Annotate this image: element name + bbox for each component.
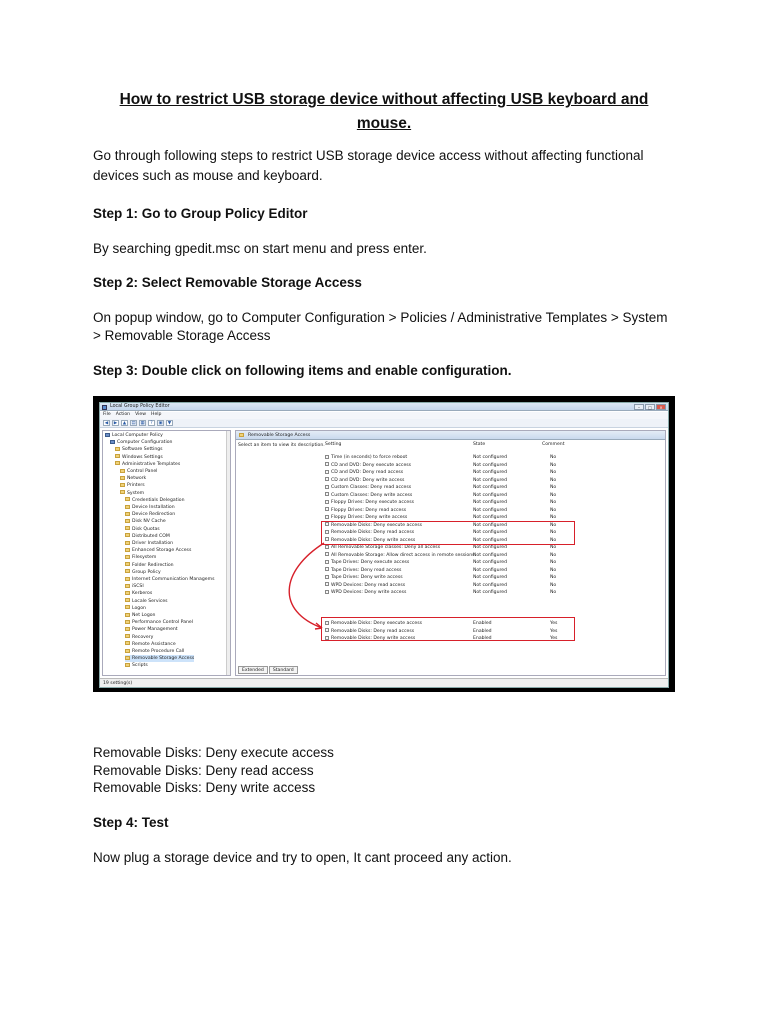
tree-item[interactable] bbox=[125, 504, 175, 511]
panel-title: Removable Storage Access bbox=[248, 433, 311, 438]
setting-comment: No bbox=[550, 522, 557, 528]
setting-name: Removable Disks: Deny write access bbox=[331, 537, 416, 543]
step-4-text: Now plug a storage device and try to open, It cant proceed any action. bbox=[93, 850, 512, 865]
folder-icon bbox=[125, 526, 130, 530]
tree-item-label: Enhanced Storage Access bbox=[132, 548, 192, 554]
tree-item[interactable] bbox=[125, 626, 178, 633]
folder-icon bbox=[125, 569, 130, 573]
tree-item[interactable] bbox=[125, 605, 146, 612]
minimize-button[interactable]: – bbox=[634, 404, 644, 410]
setting-state: Not configured bbox=[473, 537, 508, 543]
setting-comment: No bbox=[550, 530, 557, 535]
tree-item[interactable] bbox=[115, 454, 163, 461]
tree-item-label: Disk Quotas bbox=[132, 526, 160, 532]
tree-item[interactable] bbox=[120, 475, 146, 482]
folder-icon bbox=[125, 620, 130, 624]
setting-comment: No bbox=[550, 500, 557, 505]
setting-comment: No bbox=[550, 537, 557, 543]
folder-icon bbox=[115, 447, 120, 451]
setting-comment: No bbox=[550, 560, 557, 565]
tree-scrollbar[interactable] bbox=[226, 431, 230, 675]
tree-item-label: Folder Redirection bbox=[132, 562, 174, 568]
setting-state: Not configured bbox=[473, 545, 508, 550]
tree-item-label: System bbox=[127, 490, 145, 496]
view-tabs bbox=[238, 666, 298, 674]
setting-name: CD and DVD: Deny write access bbox=[331, 477, 405, 483]
tree-item-label: Filesystem bbox=[132, 555, 157, 561]
menu-view[interactable]: View bbox=[135, 412, 146, 417]
item-3: Removable Disks: Deny write access bbox=[93, 780, 316, 795]
tree-item-label: Distributed COM bbox=[132, 533, 170, 539]
toolbar bbox=[100, 419, 668, 428]
tree-item[interactable] bbox=[125, 619, 193, 626]
tree-item[interactable] bbox=[105, 432, 163, 439]
setting-name: Tape Drives: Deny execute access bbox=[331, 560, 410, 565]
setting-name: Tape Drives: Deny write access bbox=[331, 575, 403, 580]
setting-state: Not configured bbox=[473, 590, 508, 595]
setting-name: Removable Disks: Deny execute access bbox=[331, 522, 422, 528]
tree-item-label: Network bbox=[127, 476, 147, 482]
tree-item[interactable] bbox=[125, 590, 152, 597]
setting-name: All Removable Storage: Allow direct access in remote sessions bbox=[331, 552, 475, 558]
setting-name: Time (in seconds) to force reboot bbox=[331, 455, 408, 460]
folder-icon bbox=[120, 483, 125, 487]
tree-item[interactable] bbox=[125, 497, 185, 504]
item-2: Removable Disks: Deny read access bbox=[93, 763, 314, 778]
filter-icon[interactable]: ▼ bbox=[167, 421, 172, 426]
tab-standard[interactable]: Standard bbox=[269, 666, 298, 674]
tree-item[interactable] bbox=[125, 634, 153, 641]
folder-icon bbox=[125, 577, 130, 581]
setting-state: Not configured bbox=[473, 507, 508, 513]
policy-tree bbox=[102, 430, 231, 676]
folder-icon bbox=[125, 627, 130, 631]
folder-icon bbox=[125, 584, 130, 588]
folder-icon bbox=[120, 490, 125, 494]
folder-icon bbox=[120, 469, 125, 473]
menu-bar bbox=[100, 412, 668, 419]
setting-comment: No bbox=[550, 575, 557, 580]
setting-name: Removable Disks: Deny read access bbox=[331, 628, 415, 634]
folder-icon bbox=[125, 519, 130, 523]
setting-name: Floppy Drives: Deny execute access bbox=[331, 500, 414, 505]
tree-item[interactable] bbox=[120, 482, 145, 489]
folder-icon bbox=[125, 663, 130, 667]
tree-item-label: Logon bbox=[132, 605, 146, 611]
setting-comment: No bbox=[550, 545, 557, 550]
setting-comment: No bbox=[550, 470, 557, 475]
step-1-heading: Step 1: Go to Group Policy Editor bbox=[93, 206, 308, 221]
setting-state: Not configured bbox=[473, 552, 508, 558]
tree-item[interactable] bbox=[125, 655, 194, 662]
folder-icon bbox=[125, 613, 130, 617]
tree-item-label: Computer Configuration bbox=[117, 440, 173, 446]
setting-comment: No bbox=[550, 455, 557, 460]
step-4-heading: Step 4: Test bbox=[93, 815, 169, 830]
folder-icon bbox=[115, 461, 120, 465]
tree-item-label: Driver Installation bbox=[132, 541, 174, 546]
folder-icon bbox=[125, 533, 130, 537]
tree-item-label: Scripts bbox=[132, 663, 148, 669]
setting-state: Not configured bbox=[473, 567, 508, 573]
close-button[interactable]: × bbox=[656, 404, 666, 410]
setting-comment: No bbox=[550, 507, 557, 513]
tab-extended[interactable]: Extended bbox=[238, 666, 268, 674]
tree-item[interactable] bbox=[125, 562, 174, 569]
setting-state: Enabled bbox=[473, 621, 492, 626]
setting-state: Not configured bbox=[473, 492, 508, 498]
step-2-text: On popup window, go to Computer Configuration > Policies / Administrative Templates > System > Removable Storage Access bbox=[93, 310, 668, 343]
forward-arrow-icon[interactable]: ▶ bbox=[113, 421, 118, 426]
help-icon[interactable]: ? bbox=[148, 420, 155, 426]
setting-state: Not configured bbox=[473, 470, 508, 475]
intro-paragraph: Go through following steps to restrict USB storage device access without affecting functional devices such as mouse and keyboard. bbox=[93, 148, 644, 183]
setting-name: Floppy Drives: Deny read access bbox=[331, 507, 407, 513]
panel-description: Select an item to view its description. bbox=[238, 443, 325, 448]
setting-state: Not configured bbox=[473, 485, 508, 490]
tree-item-label: iSCSI bbox=[132, 584, 144, 590]
tree-item[interactable] bbox=[125, 540, 173, 547]
setting-state: Not configured bbox=[473, 515, 508, 520]
folder-icon bbox=[125, 591, 130, 595]
up-folder-icon[interactable]: ▲ bbox=[122, 421, 127, 426]
setting-state: Not configured bbox=[473, 455, 508, 460]
menu-action[interactable]: Action bbox=[115, 412, 131, 417]
tree-item-label: Internet Communication Managems bbox=[132, 577, 215, 582]
tree-item-label: Remote Assistance bbox=[132, 641, 176, 647]
gpedit-window bbox=[99, 402, 669, 688]
setting-state: Not configured bbox=[473, 500, 508, 505]
tree-item[interactable] bbox=[115, 446, 163, 453]
maximize-button[interactable]: □ bbox=[645, 404, 655, 410]
red-arrow bbox=[236, 431, 666, 676]
tree-item[interactable] bbox=[125, 511, 175, 518]
window-title: Local Group Policy Editor bbox=[110, 404, 170, 409]
folder-icon bbox=[125, 548, 130, 552]
back-arrow-icon[interactable]: ◀ bbox=[104, 421, 109, 426]
tree-item-label: Control Panel bbox=[127, 469, 158, 474]
show-hide-tree-icon[interactable]: ▤ bbox=[131, 421, 136, 426]
step-1-text: By searching gpedit.msc on start menu and press enter. bbox=[93, 241, 427, 256]
item-1: Removable Disks: Deny execute access bbox=[93, 745, 334, 760]
tree-item-label: Disk NV Cache bbox=[132, 519, 166, 525]
setting-comment: Yes bbox=[550, 621, 558, 626]
setting-comment: Yes bbox=[550, 636, 558, 641]
menu-file[interactable]: File bbox=[103, 412, 111, 417]
folder-icon bbox=[125, 656, 130, 660]
tree-item[interactable] bbox=[125, 533, 170, 540]
tree-item-label: Locale Services bbox=[132, 598, 168, 604]
setting-name: Tape Drives: Deny read access bbox=[331, 567, 402, 573]
tree-item[interactable] bbox=[125, 554, 156, 561]
tree-item-label: Group Policy bbox=[132, 569, 161, 575]
setting-state: Enabled bbox=[473, 628, 492, 634]
setting-name: WPD Devices: Deny read access bbox=[331, 582, 406, 588]
tree-item-label: Remote Procedure Call bbox=[132, 649, 185, 654]
folder-icon bbox=[125, 541, 130, 545]
setting-state: Not configured bbox=[473, 522, 508, 528]
setting-comment: No bbox=[550, 462, 557, 468]
setting-name: WPD Devices: Deny write access bbox=[331, 590, 407, 595]
tree-item[interactable] bbox=[125, 569, 161, 576]
setting-name: CD and DVD: Deny execute access bbox=[331, 462, 412, 468]
setting-comment: No bbox=[550, 485, 557, 490]
setting-comment: No bbox=[550, 552, 557, 558]
settings-panel bbox=[235, 430, 666, 676]
tree-item-label: Net Logon bbox=[132, 613, 156, 618]
tree-item[interactable] bbox=[125, 641, 176, 648]
group-policy-screenshot bbox=[93, 396, 675, 692]
tree-item[interactable] bbox=[125, 576, 214, 583]
column-comment[interactable]: Comment bbox=[542, 442, 565, 447]
setting-comment: No bbox=[550, 477, 557, 483]
tree-item[interactable] bbox=[125, 583, 144, 590]
setting-state: Not configured bbox=[473, 530, 508, 535]
tree-item[interactable] bbox=[110, 439, 172, 446]
setting-name: Removable Disks: Deny read access bbox=[331, 530, 415, 535]
tree-item[interactable] bbox=[120, 490, 144, 497]
folder-icon bbox=[125, 555, 130, 559]
tree-item-label: Administrative Templates bbox=[122, 461, 181, 467]
column-state[interactable]: State bbox=[473, 442, 486, 447]
setting-name: Removable Disks: Deny write access bbox=[331, 636, 416, 641]
setting-name: Floppy Drives: Deny write access bbox=[331, 515, 408, 520]
tree-item-label: Performance Control Panel bbox=[132, 620, 194, 626]
properties-icon[interactable]: ▣ bbox=[158, 421, 163, 426]
setting-comment: No bbox=[550, 567, 557, 573]
folder-icon bbox=[125, 649, 130, 653]
export-list-icon[interactable]: ▦ bbox=[140, 421, 145, 426]
tree-item-label: Device Installation bbox=[132, 505, 175, 510]
tree-item-label: Windows Settings bbox=[122, 454, 163, 460]
setting-comment: Yes bbox=[550, 628, 558, 634]
step-3-heading: Step 3: Double click on following items and enable configuration. bbox=[93, 363, 512, 378]
page-title: How to restrict USB storage device without affecting USB keyboard and mouse. bbox=[119, 91, 649, 132]
setting-comment: No bbox=[550, 515, 557, 520]
folder-icon bbox=[125, 598, 130, 602]
computer-icon bbox=[110, 440, 115, 444]
folder-icon bbox=[125, 634, 130, 638]
setting-state: Not configured bbox=[473, 477, 508, 483]
tree-item[interactable] bbox=[125, 526, 160, 533]
folder-icon bbox=[120, 476, 125, 480]
tree-item[interactable] bbox=[125, 547, 191, 554]
setting-name: All Removable Storage classes: Deny all access bbox=[331, 545, 441, 550]
folder-icon bbox=[125, 497, 130, 501]
window-titlebar bbox=[100, 403, 668, 411]
folder-icon bbox=[125, 505, 130, 509]
folder-icon bbox=[115, 454, 120, 458]
tree-item-label: Printers bbox=[127, 483, 145, 489]
tree-item-label: Software Settings bbox=[122, 447, 163, 453]
setting-comment: No bbox=[550, 582, 557, 588]
tree-item-label: Local Computer Policy bbox=[112, 433, 163, 438]
tree-item[interactable] bbox=[125, 518, 166, 525]
tree-item[interactable] bbox=[125, 598, 168, 605]
menu-help[interactable]: Help bbox=[150, 412, 162, 417]
folder-icon bbox=[125, 605, 130, 609]
tree-item[interactable] bbox=[125, 648, 184, 655]
tree-item[interactable] bbox=[120, 468, 157, 475]
setting-comment: No bbox=[550, 492, 557, 498]
gpedit-app-icon bbox=[102, 405, 107, 410]
folder-icon bbox=[125, 512, 130, 516]
setting-name: Custom Classes: Deny write access bbox=[331, 492, 413, 498]
tree-item-label: Kerberos bbox=[132, 591, 153, 597]
setting-state: Enabled bbox=[473, 636, 492, 641]
setting-state: Not configured bbox=[473, 462, 508, 468]
setting-state: Not configured bbox=[473, 560, 508, 565]
folder-icon bbox=[125, 562, 130, 566]
status-text: 19 setting(s) bbox=[103, 681, 133, 686]
step-2-heading: Step 2: Select Removable Storage Access bbox=[93, 275, 362, 290]
computer-icon bbox=[105, 433, 110, 437]
tree-item[interactable] bbox=[115, 461, 180, 468]
tree-item[interactable] bbox=[125, 612, 155, 619]
setting-name: Custom Classes: Deny read access bbox=[331, 485, 412, 490]
folder-icon bbox=[125, 641, 130, 645]
tree-item-label: Power Management bbox=[132, 627, 178, 633]
setting-state: Not configured bbox=[473, 575, 508, 580]
status-bar bbox=[100, 678, 668, 687]
setting-comment: No bbox=[550, 590, 557, 595]
setting-name: Removable Disks: Deny execute access bbox=[331, 621, 422, 626]
tree-item-label: Removable Storage Access bbox=[132, 656, 195, 662]
column-setting[interactable]: Setting bbox=[325, 442, 342, 447]
setting-name: CD and DVD: Deny read access bbox=[331, 470, 404, 475]
tree-item-label: Device Redirection bbox=[132, 512, 176, 518]
tree-item[interactable] bbox=[125, 662, 148, 669]
tree-item-label: Recovery bbox=[132, 634, 154, 640]
tree-item-label: Credentials Delegation bbox=[132, 497, 185, 503]
setting-state: Not configured bbox=[473, 582, 508, 588]
